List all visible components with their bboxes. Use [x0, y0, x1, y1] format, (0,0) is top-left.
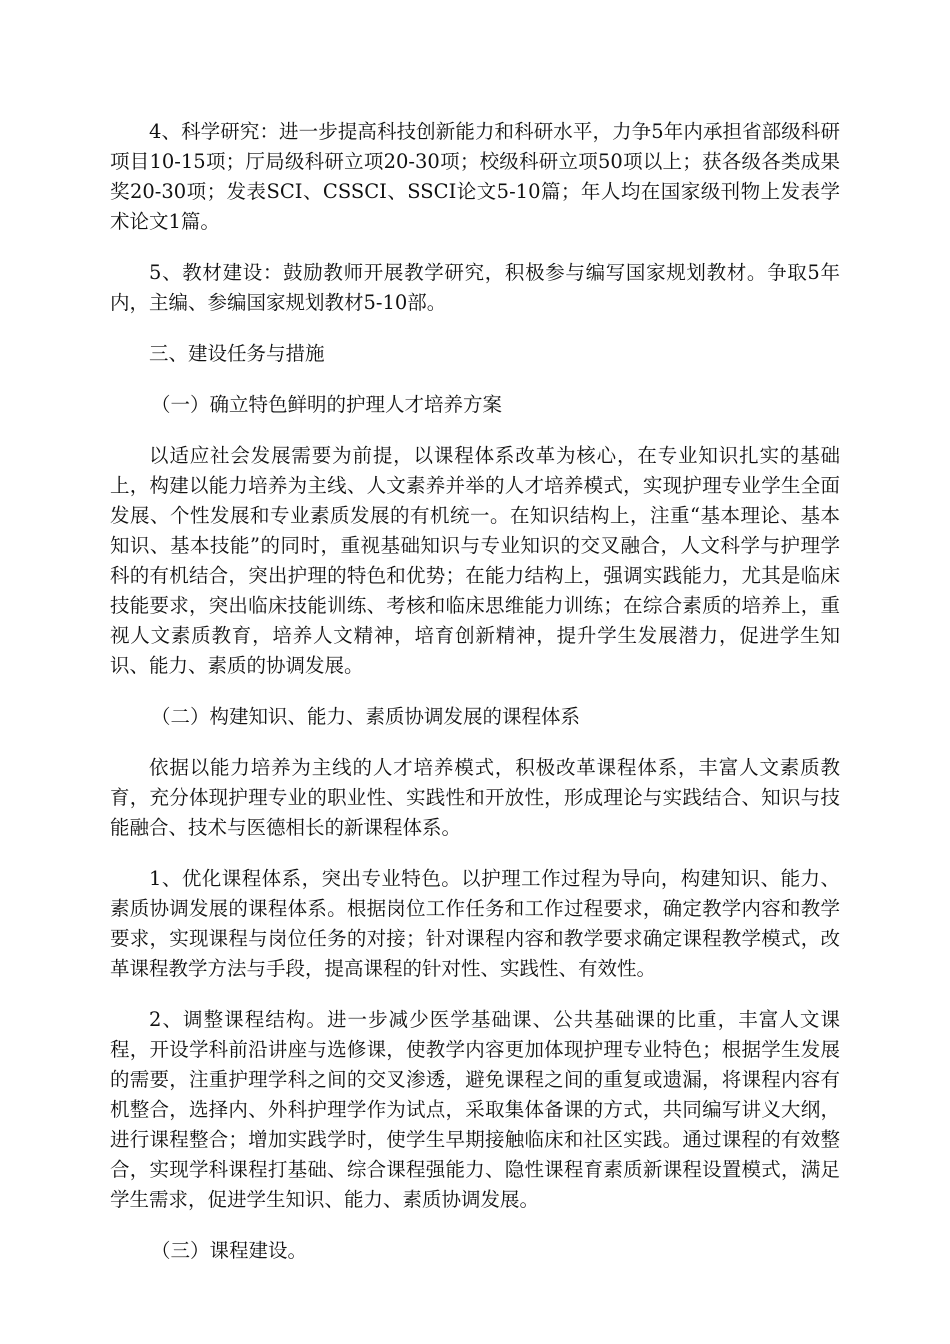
paragraph-textbooks: 5、教材建设：鼓励教师开展教学研究，积极参与编写国家规划教材。争取5年内，主编、参编国家规划教材5-10部。 [110, 261, 840, 314]
subheading-training-plan: （一）确立特色鲜明的护理人才培养方案 [150, 393, 502, 416]
paragraph-curriculum-system: 依据以能力培养为主线的人才培养模式，积极改革课程体系，丰富人文素质教育，充分体现护理专业的职业性、实践性和开放性，形成理论与实践结合、知识与技能融合、技术与医德相长的新课程体系。 [110, 756, 840, 839]
paragraph-optimize-curriculum: 1、优化课程体系，突出专业特色。以护理工作过程为导向，构建知识、能力、素质协调发展的课程体系。根据岗位工作任务和工作过程要求，确定教学内容和教学要求，实现课程与岗位任务的对接；针对课程内容和教学要求确定课程教学模式，改革课程教学方法与手段，提高课程的针对性、实践性、有效性。 [110, 867, 840, 980]
paragraph-research: 4、科学研究：进一步提高科技创新能力和科研水平，力争5年内承担省部级科研项目10-15项；厅局级科研立项20-30项；校级科研立项50项以上；获各级各类成果奖20-30项；发表SCI、CSSCI、SSCI论文5-10篇；年人均在国家级刊物上发表学术论文1篇。 [110, 120, 840, 233]
paragraph-training-plan: 以适应社会发展需要为前提，以课程体系改革为核心，在专业知识扎实的基础上，构建以能力培养为主线、人文素养并举的人才培养模式，实现护理专业学生全面发展、个性发展和专业素质发展的有机统一。在知识结构上，注重“基本理论、基本知识、基本技能”的同时，重视基础知识与专业知识的交叉融合，人文科学与护理学科的有机结合，突出护理的特色和优势；在能力结构上，强调实践能力，尤其是临床技能要求，突出临床技能训练、考核和临床思维能力训练；在综合素质的培养上，重视人文素质教育，培养人文精神，培育创新精神，提升学生发展潜力，促进学生知识、能力、素质的协调发展。 [110, 444, 840, 677]
subheading-course-construction: （三）课程建设。 [150, 1239, 307, 1262]
paragraph-adjust-structure: 2、调整课程结构。进一步减少医学基础课、公共基础课的比重，丰富人文课程，开设学科前沿讲座与选修课，使教学内容更加体现护理专业特色；根据学生发展的需要，注重护理学科之间的交叉渗透，避免课程之间的重复或遗漏，将课程内容有机整合，选择内、外科护理学作为试点，采取集体备课的方式，共同编写讲义大纲，进行课程整合；增加实践学时，使学生早期接触临床和社区实践。通过课程的有效整合，实现学科课程打基础、综合课程强能力、隐性课程育素质新课程设置模式，满足学生需求，促进学生知识、能力、素质协调发展。 [110, 1008, 840, 1211]
subheading-curriculum-system: （二）构建知识、能力、素质协调发展的课程体系 [150, 705, 580, 728]
section-heading-tasks: 三、建设任务与措施 [149, 342, 325, 365]
document-body [110, 117, 840, 1287]
